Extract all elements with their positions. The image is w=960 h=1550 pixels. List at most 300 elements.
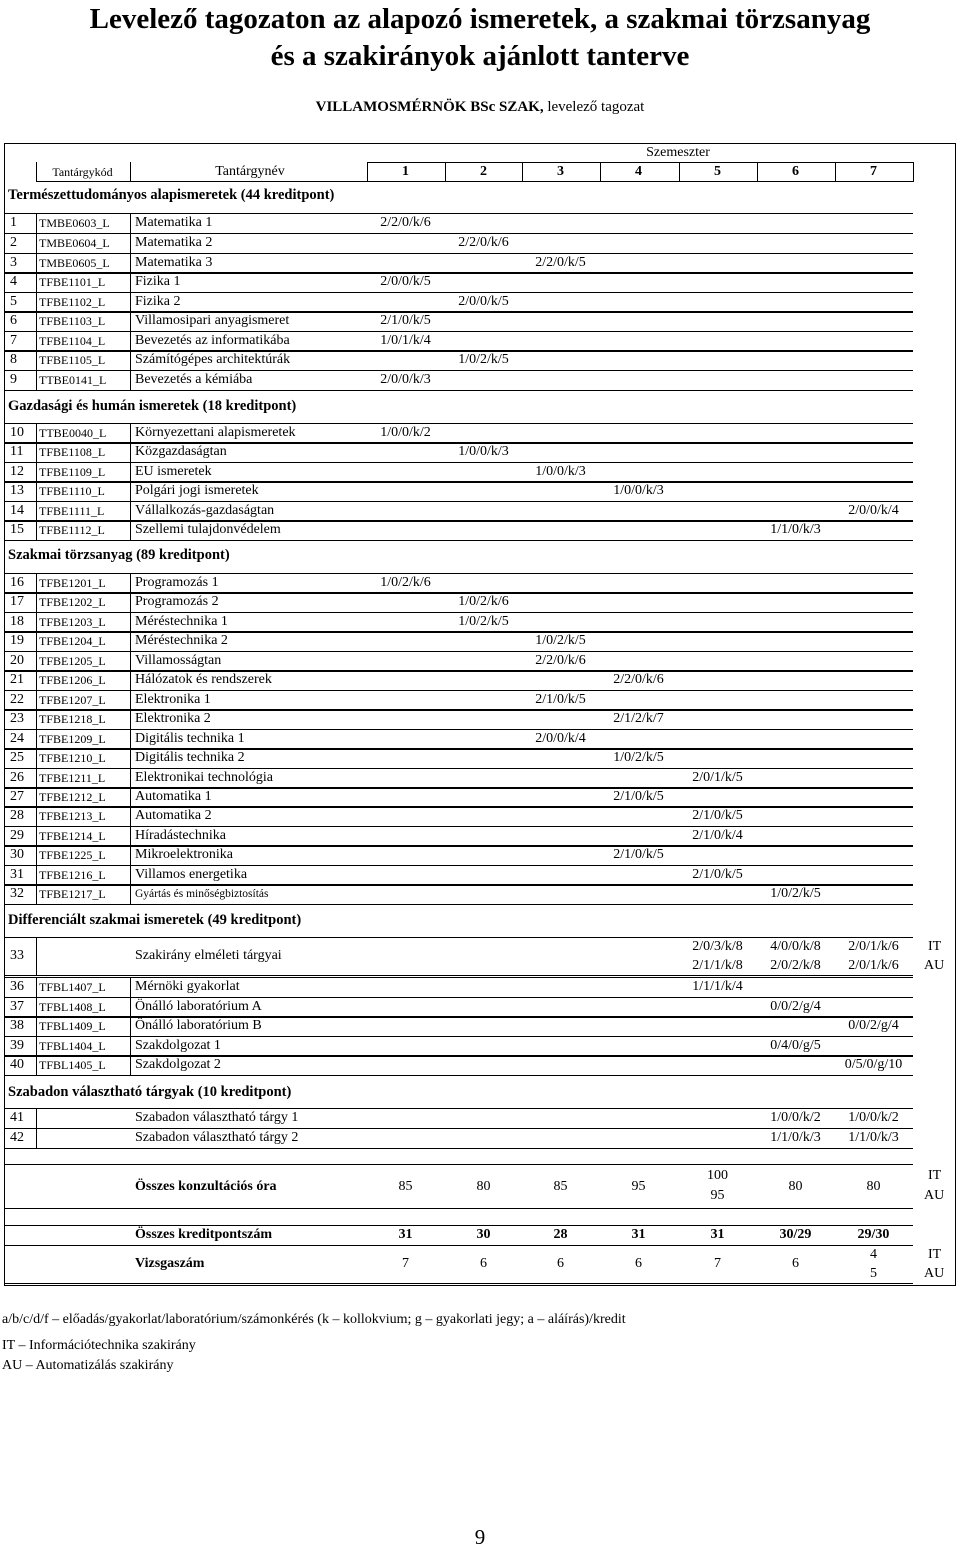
column-rule — [679, 162, 680, 182]
course-code: TFBE1210_L — [39, 751, 106, 765]
exam-count-7-top: 4 — [870, 1246, 877, 1262]
column-rule — [130, 651, 131, 671]
semester-3-header: 3 — [557, 164, 564, 179]
column-rule — [835, 162, 836, 182]
it-hours-credit: 4/0/0/k/8 — [770, 939, 821, 954]
course-name: Hálózatok és rendszerek — [135, 672, 272, 687]
course-code: TFBE1201_L — [39, 576, 106, 590]
course-hours-credit: 1/0/2/k/6 — [458, 594, 509, 609]
row-number: 13 — [10, 483, 24, 498]
course-hours-credit: 2/2/0/k/6 — [613, 672, 664, 687]
row-number: 18 — [10, 614, 24, 629]
column-rule — [130, 845, 131, 865]
column-rule — [36, 253, 37, 273]
course-code: TFBE1203_L — [39, 615, 106, 629]
column-rule — [36, 462, 37, 482]
column-rule — [130, 748, 131, 768]
course-hours-credit: 2/0/1/k/5 — [692, 770, 743, 785]
semester-7-header: 7 — [870, 164, 877, 179]
row-number: 9 — [10, 372, 17, 387]
column-rule — [130, 1055, 131, 1075]
course-code: TFBE1110_L — [39, 484, 105, 498]
column-rule — [757, 162, 758, 182]
column-rule — [130, 1016, 131, 1036]
exam-count-value: 6 — [792, 1255, 799, 1271]
row-number: 6 — [10, 313, 17, 328]
column-rule — [36, 213, 37, 233]
column-rule — [130, 292, 131, 312]
row-number: 29 — [10, 828, 24, 843]
course-hours-credit: 2/2/0/k/6 — [535, 653, 586, 668]
course-code: TFBE1212_L — [39, 790, 106, 804]
title-line-1: Levelező tagozaton az alapozó ismeretek, a szakmai törzsanyag — [89, 3, 871, 35]
total-consult-value: 95 — [631, 1179, 646, 1194]
column-rule — [130, 806, 131, 826]
row-rule — [4, 1245, 913, 1246]
column-rule — [36, 423, 37, 443]
course-hours-credit: 1/0/2/k/5 — [458, 352, 509, 367]
course-name: Méréstechnika 1 — [135, 614, 228, 629]
column-rule — [130, 233, 131, 253]
course-code: TFBE1111_L — [39, 504, 105, 518]
au-label: AU — [924, 1188, 945, 1203]
row-number: 25 — [10, 750, 24, 765]
column-rule — [130, 997, 131, 1017]
row-number: 15 — [10, 522, 24, 537]
total-credit-label: Összes kreditpontszám — [135, 1227, 273, 1242]
course-code: TFBE1112_L — [39, 523, 105, 537]
row-number: 16 — [10, 575, 24, 590]
column-rule — [36, 370, 37, 390]
row-rule — [4, 1283, 913, 1284]
course-hours-credit: 1/0/2/k/5 — [458, 614, 509, 629]
row-rule — [4, 390, 913, 391]
section-economics-humanities: Gazdasági és humán ismeretek (18 kreditpont) — [8, 398, 297, 414]
row-number: 37 — [10, 999, 24, 1014]
course-name: Elektronika 1 — [135, 692, 211, 707]
column-rule — [130, 253, 131, 273]
column-rule — [130, 729, 131, 749]
course-code: TFBE1217_L — [39, 887, 106, 901]
course-code: TFBE1213_L — [39, 809, 106, 823]
row-number: 19 — [10, 633, 24, 648]
column-rule — [36, 1128, 37, 1148]
column-rule — [36, 233, 37, 253]
course-code: TFBL1407_L — [39, 980, 106, 994]
course-hours-credit: 0/0/2/g/4 — [848, 1018, 899, 1033]
column-rule — [36, 272, 37, 292]
semester-5-header: 5 — [714, 164, 721, 179]
subtitle-mode: levelező tagozat — [543, 99, 645, 115]
course-name: Mikroelektronika — [135, 847, 233, 862]
exam-count-value: 6 — [557, 1255, 564, 1271]
course-code: TFBE1104_L — [39, 334, 106, 348]
course-name: Fizika 1 — [135, 274, 181, 289]
course-name: Szakdolgozat 2 — [135, 1057, 221, 1072]
row-number: 26 — [10, 770, 24, 785]
row-number: 40 — [10, 1057, 24, 1072]
row-number: 32 — [10, 886, 24, 901]
row-number: 8 — [10, 352, 17, 367]
column-rule — [130, 612, 131, 632]
row-number: 39 — [10, 1038, 24, 1053]
column-rule — [36, 748, 37, 768]
course-name: Közgazdaságtan — [135, 444, 227, 459]
column-rule — [36, 631, 37, 651]
course-hours-credit: 1/0/1/k/4 — [380, 333, 431, 348]
course-code: TFBE1225_L — [39, 848, 106, 862]
row-rule — [4, 1208, 913, 1209]
course-hours-credit: 1/0/2/k/6 — [380, 575, 431, 590]
course-hours-credit: 2/0/0/k/4 — [535, 731, 586, 746]
it-label: IT — [928, 1168, 942, 1183]
course-code: TTBE0040_L — [39, 426, 107, 440]
it-label: IT — [928, 1246, 942, 1262]
course-name: Elektronika 2 — [135, 711, 211, 726]
column-rule — [367, 162, 368, 182]
row-number: 31 — [10, 867, 24, 882]
course-code: TFBL1405_L — [39, 1058, 106, 1072]
exam-count-value: 7 — [714, 1255, 721, 1271]
column-rule — [130, 768, 131, 788]
semester-4-header: 4 — [635, 164, 642, 179]
course-hours-credit: 1/0/0/k/2 — [380, 425, 431, 440]
course-hours-credit: 0/4/0/g/5 — [770, 1038, 821, 1053]
page-number: 9 — [474, 1525, 486, 1549]
course-code: TFBE1204_L — [39, 634, 106, 648]
course-name: Automatika 2 — [135, 808, 212, 823]
course-hours-credit: 2/0/0/k/5 — [380, 274, 431, 289]
row-number: 22 — [10, 692, 24, 707]
total-consult-7: 80 — [866, 1179, 881, 1194]
subtitle-program: VILLAMOSMÉRNÖK BSc SZAK, — [315, 99, 544, 115]
column-rule — [130, 350, 131, 370]
course-hours-credit: 1/0/2/k/5 — [770, 886, 821, 901]
total-consult-5-bottom: 95 — [710, 1188, 725, 1203]
row-number: 30 — [10, 847, 24, 862]
course-code: TFBL1404_L — [39, 1039, 106, 1053]
column-rule — [36, 520, 37, 540]
it-label: IT — [928, 939, 942, 954]
course-hours-credit: 1/1/0/k/3 — [770, 1130, 821, 1145]
column-rule — [36, 690, 37, 710]
course-code: TFBE1209_L — [39, 732, 106, 746]
legend-note: a/b/c/d/f – előadás/gyakorlat/laboratórium/számonkérés (k – kollokvium; g – gyakorlati jegy; a – aláírás)/kredit — [2, 1312, 626, 1327]
row-number: 4 — [10, 274, 17, 289]
course-code: TFBE1101_L — [39, 275, 106, 289]
column-rule — [36, 612, 37, 632]
course-hours-credit: 0/5/0/g/10 — [844, 1057, 903, 1072]
total-credit-value: 30 — [476, 1227, 491, 1242]
row-number: 27 — [10, 789, 24, 804]
course-name: Villamos energetika — [135, 867, 248, 882]
total-credit-value: 28 — [553, 1227, 568, 1242]
row-number: 3 — [10, 255, 17, 270]
column-rule — [36, 501, 37, 521]
exam-count-value: 7 — [402, 1255, 409, 1271]
row-rule — [4, 904, 913, 905]
row-rule — [4, 1075, 913, 1076]
course-name: Szabadon választható tárgy 1 — [135, 1110, 299, 1125]
course-hours-credit: 2/2/0/k/5 — [535, 255, 586, 270]
course-name: Villamosipari anyagismeret — [135, 313, 290, 328]
course-code: TFBE1216_L — [39, 868, 106, 882]
semester-header: Szemeszter — [646, 145, 710, 160]
total-credit-value: 31 — [398, 1227, 413, 1242]
column-rule — [36, 651, 37, 671]
column-rule — [36, 865, 37, 885]
column-rule — [36, 826, 37, 846]
course-hours-credit: 2/2/0/k/6 — [380, 215, 431, 230]
course-hours-credit: 1/0/0/k/2 — [770, 1110, 821, 1125]
course-name: Villamosságtan — [135, 653, 222, 668]
au-hours-credit: 2/1/1/k/8 — [692, 958, 743, 973]
row-number: 24 — [10, 731, 24, 746]
course-hours-credit: 2/1/0/k/5 — [380, 313, 431, 328]
title-line-2: és a szakirányok ajánlott tanterve — [270, 40, 690, 72]
course-name: Elektronikai technológia — [135, 770, 274, 785]
course-hours-credit: 2/0/0/k/4 — [848, 503, 899, 518]
course-code: TFBE1211_L — [39, 771, 106, 785]
semester-1-header: 1 — [402, 164, 409, 179]
column-rule — [36, 709, 37, 729]
column-rule — [130, 162, 131, 182]
course-code: TFBE1218_L — [39, 712, 106, 726]
column-rule — [130, 462, 131, 482]
course-name: Szellemi tulajdonvédelem — [135, 522, 281, 537]
course-hours-credit: 2/1/0/k/5 — [535, 692, 586, 707]
course-name: Matematika 1 — [135, 215, 213, 230]
course-code: TTBE0141_L — [39, 373, 107, 387]
column-rule — [36, 787, 37, 807]
row-number: 10 — [10, 425, 24, 440]
total-credit-value: 30/29 — [779, 1227, 812, 1242]
column-rule — [130, 501, 131, 521]
it-hours-credit: 2/0/1/k/6 — [848, 939, 899, 954]
column-rule — [130, 370, 131, 390]
column-rule — [130, 481, 131, 501]
course-hours-credit: 2/0/0/k/5 — [458, 294, 509, 309]
column-rule — [130, 1036, 131, 1056]
column-rule — [36, 331, 37, 351]
course-code: TMBE0604_L — [39, 236, 110, 250]
course-name: Fizika 2 — [135, 294, 181, 309]
column-rule — [36, 573, 37, 593]
total-consult-5-top: 100 — [707, 1168, 728, 1183]
column-rule — [130, 977, 131, 997]
course-name: Digitális technika 1 — [135, 731, 245, 746]
column-rule — [36, 481, 37, 501]
semester-2-header: 2 — [480, 164, 487, 179]
course-hours-credit: 2/1/0/k/5 — [692, 867, 743, 882]
column-rule — [130, 423, 131, 443]
exam-count-value: 6 — [480, 1255, 487, 1271]
course-name: Szabadon választható tárgy 2 — [135, 1130, 299, 1145]
row-rule — [36, 181, 913, 182]
column-rule — [130, 631, 131, 651]
row-number: 2 — [10, 235, 17, 250]
course-code: TFBE1102_L — [39, 295, 106, 309]
course-code: TMBE0605_L — [39, 256, 110, 270]
exam-count-value: 6 — [635, 1255, 642, 1271]
au-hours-credit: 2/0/2/k/8 — [770, 958, 821, 973]
course-name: Szakirány elméleti tárgyai — [135, 948, 282, 963]
course-name: Bevezetés az informatikába — [135, 333, 290, 348]
total-credit-value: 29/30 — [857, 1227, 890, 1242]
course-name: Polgári jogi ismeretek — [135, 483, 259, 498]
row-number: 20 — [10, 653, 24, 668]
column-rule — [130, 331, 131, 351]
course-hours-credit: 1/1/0/k/3 — [770, 522, 821, 537]
course-name: Programozás 2 — [135, 594, 219, 609]
column-rule — [130, 826, 131, 846]
course-name: Matematika 2 — [135, 235, 213, 250]
course-name: Önálló laboratórium A — [135, 999, 262, 1014]
row-number: 11 — [10, 444, 24, 459]
section-core-professional: Szakmai törzsanyag (89 kreditpont) — [8, 547, 230, 563]
course-code: TFBE1105_L — [39, 353, 106, 367]
section-natural-sciences: Természettudományos alapismeretek (44 kreditpont) — [8, 187, 335, 203]
row-number: 33 — [10, 948, 24, 963]
total-credit-value: 31 — [631, 1227, 646, 1242]
row-rule — [4, 975, 913, 976]
column-rule — [130, 213, 131, 233]
au-note: AU – Automatizálás szakirány — [2, 1358, 174, 1373]
course-name: EU ismeretek — [135, 464, 212, 479]
column-rule — [36, 1036, 37, 1056]
course-code: TFBL1409_L — [39, 1019, 106, 1033]
column-rule — [130, 670, 131, 690]
row-number: 36 — [10, 979, 24, 994]
row-rule — [4, 540, 913, 541]
section-specialization: Differenciált szakmai ismeretek (49 kreditpont) — [8, 912, 302, 928]
course-name: Önálló laboratórium B — [135, 1018, 262, 1033]
total-consult-value: 85 — [553, 1179, 568, 1194]
au-hours-credit: 2/0/1/k/6 — [848, 958, 899, 973]
total-credit-value: 31 — [710, 1227, 725, 1242]
course-name: Matematika 3 — [135, 255, 213, 270]
exam-count-7-bottom: 5 — [870, 1265, 877, 1281]
exam-count-label: Vizsgaszám — [135, 1255, 205, 1271]
total-consult-value: 80 — [476, 1179, 491, 1194]
column-rule — [36, 806, 37, 826]
column-rule — [130, 272, 131, 292]
course-hours-credit: 2/1/0/k/4 — [692, 828, 743, 843]
row-number: 38 — [10, 1018, 24, 1033]
row-rule — [4, 1148, 913, 1149]
row-number: 23 — [10, 711, 24, 726]
column-rule — [36, 768, 37, 788]
course-hours-credit: 2/1/0/k/5 — [613, 789, 664, 804]
column-rule — [130, 690, 131, 710]
au-label: AU — [924, 1265, 945, 1281]
column-rule — [36, 997, 37, 1017]
column-rule — [36, 729, 37, 749]
course-code: TFBL1408_L — [39, 1000, 106, 1014]
column-rule — [36, 292, 37, 312]
column-rule — [130, 592, 131, 612]
column-rule — [600, 162, 601, 182]
row-number: 12 — [10, 464, 24, 479]
course-name: Automatika 1 — [135, 789, 212, 804]
row-number: 17 — [10, 594, 24, 609]
code-header: Tantárgykód — [52, 165, 113, 179]
column-rule — [130, 520, 131, 540]
column-rule — [36, 937, 37, 975]
row-number: 41 — [10, 1110, 24, 1125]
column-rule — [522, 162, 523, 182]
column-rule — [36, 350, 37, 370]
column-rule — [130, 311, 131, 331]
column-rule — [130, 787, 131, 807]
course-name: Vállalkozás-gazdaságtan — [135, 503, 275, 518]
it-note: IT – Információtechnika szakirány — [2, 1338, 196, 1353]
course-name: Környezettani alapismeretek — [135, 425, 296, 440]
course-name: Bevezetés a kémiába — [135, 372, 253, 387]
course-code: TMBE0603_L — [39, 216, 110, 230]
course-hours-credit-2: 1/0/0/k/2 — [848, 1110, 899, 1125]
row-rule — [4, 1164, 913, 1165]
column-rule — [36, 977, 37, 997]
course-hours-credit: 1/0/0/k/3 — [535, 464, 586, 479]
course-hours-credit: 2/0/0/k/3 — [380, 372, 431, 387]
it-hours-credit: 2/0/3/k/8 — [692, 939, 743, 954]
column-rule — [913, 162, 914, 182]
section-electives: Szabadon választható tárgyak (10 kreditpont) — [8, 1084, 292, 1100]
semester-6-header: 6 — [792, 164, 799, 179]
course-name: Szakdolgozat 1 — [135, 1038, 221, 1053]
column-rule — [36, 845, 37, 865]
row-number: 28 — [10, 808, 24, 823]
column-rule — [36, 162, 37, 182]
course-code: TFBE1108_L — [39, 445, 106, 459]
course-code: TFBE1205_L — [39, 654, 106, 668]
subtitle — [0, 97, 960, 117]
course-hours-credit: 2/2/0/k/6 — [458, 235, 509, 250]
column-rule — [36, 670, 37, 690]
row-number: 1 — [10, 215, 17, 230]
course-hours-credit: 1/1/1/k/4 — [692, 979, 743, 994]
course-code: TFBE1207_L — [39, 693, 106, 707]
column-rule — [36, 311, 37, 331]
column-rule — [130, 442, 131, 462]
column-rule — [36, 1108, 37, 1128]
course-name: Mérnöki gyakorlat — [135, 979, 240, 994]
course-hours-credit: 0/0/2/g/4 — [770, 999, 821, 1014]
course-name: Híradástechnika — [135, 828, 226, 843]
course-name: Programozás 1 — [135, 575, 219, 590]
total-consult-label: Összes konzultációs óra — [135, 1179, 277, 1194]
column-rule — [36, 1055, 37, 1075]
column-rule — [36, 592, 37, 612]
course-hours-credit: 1/0/0/k/3 — [613, 483, 664, 498]
course-hours-credit-2: 1/1/0/k/3 — [848, 1130, 899, 1145]
au-label: AU — [924, 958, 945, 973]
row-number: 42 — [10, 1130, 24, 1145]
total-consult-6: 80 — [788, 1179, 803, 1194]
course-hours-credit: 1/0/0/k/3 — [458, 444, 509, 459]
column-rule — [36, 884, 37, 904]
row-number: 14 — [10, 503, 24, 518]
column-rule — [36, 1016, 37, 1036]
course-code: TFBE1109_L — [39, 465, 106, 479]
row-number: 7 — [10, 333, 17, 348]
course-hours-credit: 2/1/2/k/7 — [613, 711, 664, 726]
course-name: Méréstechnika 2 — [135, 633, 228, 648]
row-number: 5 — [10, 294, 17, 309]
course-hours-credit: 2/1/0/k/5 — [692, 808, 743, 823]
column-rule — [130, 884, 131, 904]
